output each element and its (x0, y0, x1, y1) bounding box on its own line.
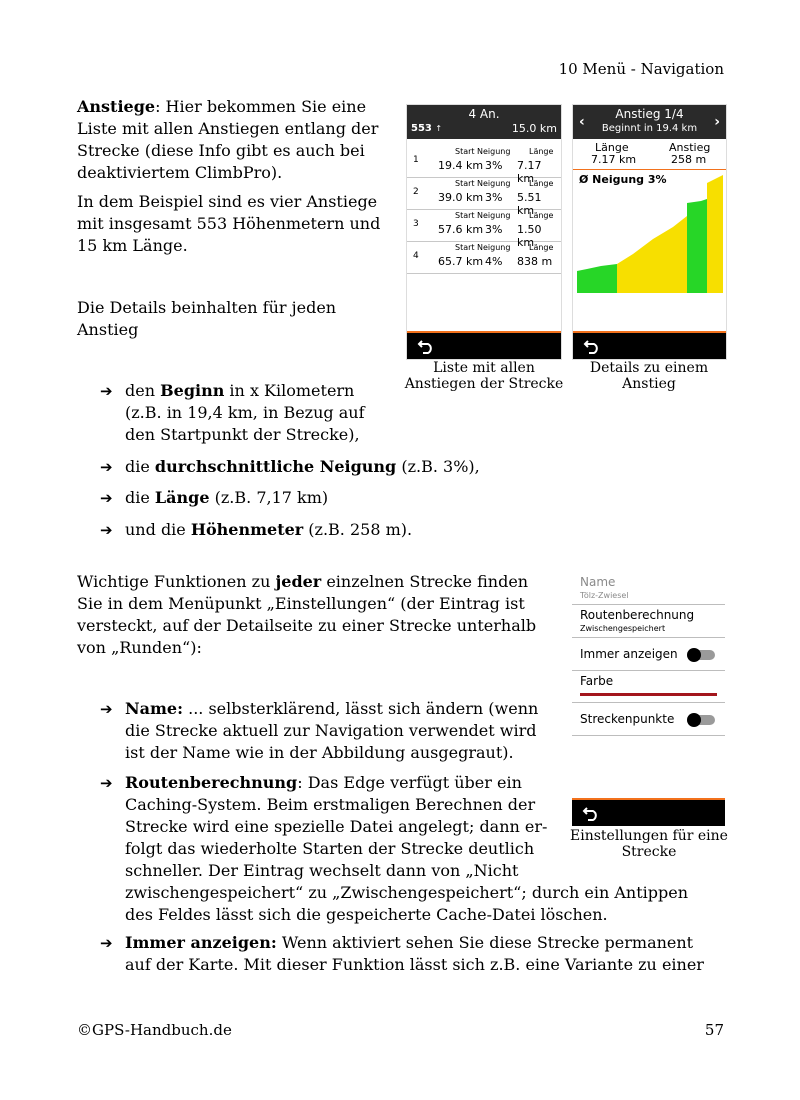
arrow-right-icon: ➔ (100, 489, 113, 507)
back-icon[interactable] (417, 337, 435, 355)
functions-post: einzelnen Strecke finden Sie in dem Menüpunkt „Einstellungen“ (der Eintrag ist versteckt, auf der Detailseite zu einer Strecke unterhalb von „Runden“): (77, 572, 537, 657)
always-show-toggle[interactable] (689, 650, 715, 660)
col-start-header: Start (455, 211, 475, 220)
col-length-header: Länge (529, 147, 554, 156)
item-start: 65.7 km (438, 255, 484, 268)
bullet-post: ... selbsterklärend, lässt sich ändern (wenn die Strecke aktuell zur Navigation verwendet wird ist der Name wie in der Abbildung ausgegraut). (125, 699, 539, 762)
climb-label: Anstieg (669, 141, 711, 154)
setting-waypoints-label: Streckenpunkte (580, 712, 675, 726)
bullet-term: Routenberechnung (125, 773, 298, 792)
arrow-right-icon: ➔ (100, 458, 113, 476)
profile-segment-moderate (617, 216, 687, 293)
length-value: 7.17 km (591, 153, 637, 166)
setting-always-show[interactable] (572, 638, 725, 671)
profile-segment-steep (687, 199, 707, 293)
col-grade-header: Neigung (477, 147, 511, 156)
ascent-icon: ↑ (435, 124, 443, 133)
caption-climb-list: Liste mit allen Anstiegen der Strecke (404, 360, 564, 392)
col-start-header: Start (455, 179, 475, 188)
bullet-post: in x Kilometern (z.B. in 19,4 km, in Bezug auf den Startpunkt der Strecke), (125, 381, 365, 444)
bullet-item (100, 932, 720, 976)
waypoints-toggle[interactable] (689, 715, 715, 725)
profile-segment-steep (577, 264, 617, 293)
list-header (407, 105, 561, 139)
bullet-item (100, 380, 420, 446)
functions-paragraph (77, 571, 557, 659)
col-length-header: Länge (529, 179, 554, 188)
climb-value: 258 m (671, 153, 707, 166)
bullet-item (100, 456, 540, 478)
caption-settings: Einstellungen für eine Strecke (570, 828, 728, 860)
bullet-post: (z.B. 7,17 km) (209, 488, 329, 507)
bullet-term: Höhenmeter (190, 520, 304, 539)
arrow-right-icon: ➔ (100, 700, 113, 718)
chapter-header: 10 Menü - Navigation (558, 60, 724, 78)
item-grade: 3% (485, 159, 503, 172)
item-grade: 3% (485, 191, 503, 204)
setting-name-value: Tölz-Zwiesel (580, 591, 629, 600)
page-number: 57 (704, 1021, 724, 1039)
item-number: 2 (413, 187, 419, 197)
bullet-item (100, 519, 540, 541)
col-grade-header: Neigung (477, 243, 511, 252)
col-grade-header: Neigung (477, 211, 511, 220)
col-start-header: Start (455, 147, 475, 156)
intro-paragraph-3: Die Details beinhalten für jeden Anstieg (77, 298, 337, 339)
setting-route-label: Routenberechnung (580, 608, 695, 622)
back-button-bar[interactable] (407, 331, 561, 359)
functions-pre: Wichtige Funktionen zu (77, 572, 276, 591)
list-item[interactable] (407, 209, 561, 249)
detail-title: Anstieg 1/4 (615, 107, 684, 121)
intro-text: : Hier bekommen Sie eine Liste mit allen Anstiegen entlang der Strecke (diese Info gibt es auch bei deaktiviertem ClimbPro). (77, 97, 379, 182)
ascent-value: 553 (411, 123, 432, 134)
setting-color-label: Farbe (580, 674, 614, 688)
bullet-text (125, 698, 560, 764)
bullet-text (125, 772, 720, 926)
arrow-right-icon: ➔ (100, 774, 113, 792)
arrow-right-icon: ➔ (100, 934, 113, 952)
bullet-post: (z.B. 258 m). (303, 520, 413, 539)
list-item[interactable] (407, 145, 561, 185)
functions-term: jeder (275, 572, 322, 591)
bullet-pre: die (125, 488, 155, 507)
list-title: 4 An. (468, 107, 500, 121)
bullet-post: Wenn aktiviert sehen Sie diese Strecke permanent auf der Karte. Mit dieser Funktion lässt sich z.B. eine Variante zu einer (125, 933, 704, 974)
item-length: 838 m (517, 255, 553, 268)
item-length: 1.50 km (517, 223, 542, 249)
bullet-post: (z.B. 3%), (396, 457, 480, 476)
bullet-text (125, 456, 540, 478)
arrow-right-icon: ➔ (100, 382, 113, 400)
list-distance: 15.0 km (511, 122, 557, 135)
bullet-term: durchschnittliche Neigung (154, 457, 397, 476)
item-grade: 3% (485, 223, 503, 236)
setting-route-value: Zwischengespeichert (580, 624, 666, 633)
setting-color[interactable] (572, 671, 725, 701)
elevation-profile-chart (573, 169, 726, 299)
setting-route-calculation[interactable] (572, 605, 725, 638)
length-label: Länge (595, 141, 629, 154)
bullet-term: Immer anzeigen: (125, 933, 277, 952)
item-number: 3 (413, 219, 419, 229)
device-screen-climb-list (406, 104, 562, 360)
item-number: 1 (413, 155, 419, 165)
intro-paragraph-1 (77, 96, 397, 184)
profile-segment-moderate (707, 175, 723, 293)
list-item[interactable] (407, 241, 561, 274)
item-start: 39.0 km (438, 191, 484, 204)
bullet-item (100, 487, 540, 509)
intro-paragraph-2: In dem Beispiel sind es vier Anstiege mit insgesamt 553 Höhenmetern und 15 km Länge. (77, 192, 381, 255)
list-ascent (411, 123, 442, 134)
bullet-post: : Das Edge verfügt über ein Caching-System. Beim erstmaligen Berechnen der Strecke wird eine spezielle Datei angelegt; dann er- folgt das wiederholte Starten der Strecke deutlich schneller. Der Eintrag wechselt dann von „Nicht zwischengespeichert“ zu „Zwischengespeichert“; durch ein Antippen des Feldes lässt sich die gespeicherte Cache-Datei löschen. (125, 773, 689, 924)
item-length: 5.51 km (517, 191, 542, 217)
back-icon[interactable] (583, 337, 601, 355)
bullet-pre: die (125, 457, 155, 476)
bullet-text (125, 932, 720, 976)
bullet-term: Beginn (160, 381, 225, 400)
back-button-bar[interactable] (573, 331, 726, 359)
list-item[interactable] (407, 177, 561, 217)
item-start: 57.6 km (438, 223, 484, 236)
bullet-text (125, 380, 420, 446)
col-start-header: Start (455, 243, 475, 252)
detail-header (573, 105, 726, 139)
chevron-left-icon[interactable]: ‹ (579, 114, 585, 130)
bullet-term: Länge (154, 488, 210, 507)
bullet-item (100, 772, 720, 926)
footer-copyright: ©GPS-Handbuch.de (77, 1021, 232, 1039)
bullet-text (125, 487, 540, 509)
bullet-text (125, 519, 540, 541)
grade-label: Ø Neigung 3% (579, 173, 667, 186)
color-swatch-bar (580, 693, 717, 696)
chevron-right-icon[interactable]: › (714, 114, 720, 130)
item-number: 4 (413, 251, 419, 261)
item-length: 7.17 km (517, 159, 542, 185)
intro-term: Anstiege (77, 97, 156, 116)
col-grade-header: Neigung (477, 179, 511, 188)
bullet-item (100, 698, 560, 764)
bullet-pre: und die (125, 520, 191, 539)
setting-name-label: Name (580, 575, 616, 589)
device-screen-climb-detail (572, 104, 727, 360)
setting-waypoints[interactable] (572, 703, 725, 736)
caption-climb-detail: Details zu einem Anstieg (589, 360, 709, 392)
setting-name[interactable] (572, 572, 725, 605)
col-length-header: Länge (529, 211, 554, 220)
item-start: 19.4 km (438, 159, 484, 172)
bullet-term: Name: (125, 699, 184, 718)
detail-subtitle: Beginnt in 19.4 km (601, 123, 698, 134)
col-length-header: Länge (529, 243, 554, 252)
bullet-pre: den (125, 381, 161, 400)
arrow-right-icon: ➔ (100, 521, 113, 539)
item-grade: 4% (485, 255, 503, 268)
setting-always-label: Immer anzeigen (580, 647, 678, 661)
